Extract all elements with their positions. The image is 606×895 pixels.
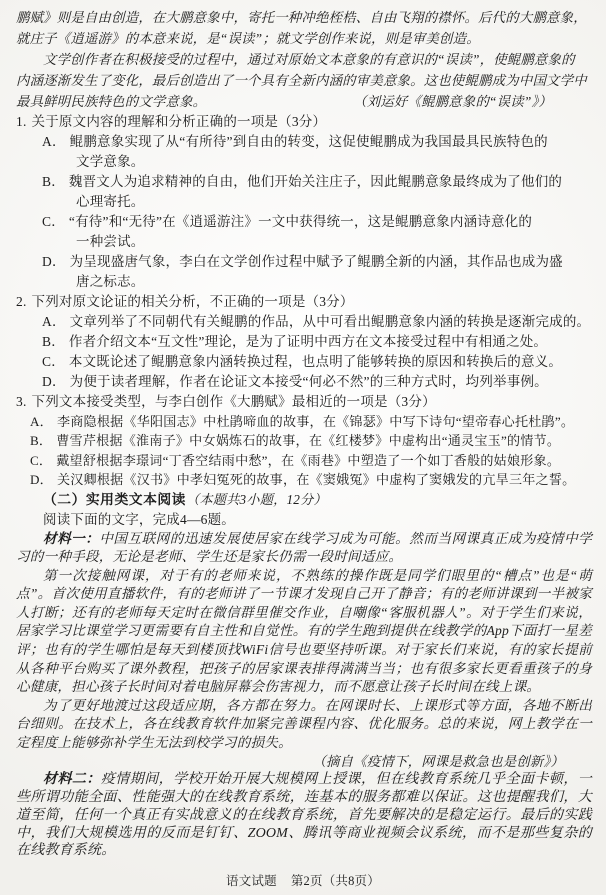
passage-last-line <box>16 91 592 112</box>
material-1-label: 材料一： <box>43 530 100 546</box>
material-1-citation: （摘自《疫情下，网课是救急也是创新》） <box>312 753 564 769</box>
option-C-cont: 一种尝试。 <box>76 234 145 249</box>
reading-instruction: 阅读下面的文字，完成4—6题。 <box>43 511 235 527</box>
option-D <box>16 252 592 272</box>
material-2-label: 材料二： <box>43 772 101 788</box>
option-label: C． <box>42 354 65 369</box>
option-A <box>16 412 592 432</box>
option-label: C． <box>30 452 53 468</box>
question-stem-text: 下列文本接受类型，与李白创作《大鹏赋》最相近的一项是（3分） <box>31 394 436 409</box>
material-2 <box>16 771 592 860</box>
question-stem <box>16 112 592 132</box>
passage-citation: （刘运好《鲲鹏意象的“误读”》） <box>353 94 552 109</box>
question-number: 1. <box>16 114 27 129</box>
option-C <box>16 352 592 372</box>
material-1 <box>16 530 592 772</box>
passage-line: 内涵逐渐发生了变化，最后创造出了一个具有全新内涵的审美意象。这也使鲲鹏成为中国文学中 <box>16 73 587 88</box>
passage-continuation <box>16 7 592 112</box>
option-text: 魏晋文人为追求精神的自由，他们开始关注庄子，因此鲲鹏意象最终成为了他们的 <box>68 174 563 189</box>
option-label: C． <box>42 214 65 229</box>
material-2-text: 疫情期间，学校开始开展大规模网上授课，但在线教育系统几乎全面卡顿，一些所谓功能全面、性能强大的在线教育系统，连基本的服务都难以保证。这也提醒我们，大道至简，任何一个真正有实战意义的在线教育系统，首先要解决的是稳定运行。最后的实践中，我们大规模选用的反而是钉钉、ZOOM、腾讯等商业视频会议系统，而不是那些复杂的在线教育系统。 <box>16 772 592 859</box>
option-text: 关汉卿根据《汉书》中孝妇冤死的故事，在《窦娥冤》中虚构了窦娥发的亢旱三年之誓。 <box>56 472 576 487</box>
passage-line: 就庄子《逍遥游》的本意来说，是“误读”；就文学创作来说，则是审美创造。 <box>16 31 480 46</box>
option-text: 为呈现盛唐气象，李白在文学创作过程中赋予了鲲鹏全新的内涵，其作品也成为盛 <box>69 254 563 269</box>
option-text: 李商隐根据《华阳国志》中杜鹃啼血的故事，在《锦瑟》中写下诗句“望帝春心托杜鹃”。 <box>56 413 575 429</box>
option-text: 为便于读者理解，作者在论证文本接受“何必不然”的三种方式时，均列举事例。 <box>69 374 548 389</box>
option-text: 曹雪芹根据《淮南子》中女娲炼石的故事，在《红楼梦》中虚构出“通灵宝玉”的情节。 <box>56 433 561 448</box>
option-label: D． <box>30 472 53 487</box>
option-label: D． <box>42 374 66 389</box>
option-label: A． <box>30 413 53 429</box>
passage-line: 鹏赋》则是自由创造，在大鹏意象中，寄托一种冲绝桎梏、自由飞翔的襟怀。后代的大鹏意象， <box>16 10 587 25</box>
option-label: B． <box>42 174 65 189</box>
option-text: “有待”和“无待”在《逍遥游注》一文中获得统一，这是鲲鹏意象内涵诗意化的 <box>68 214 533 229</box>
option-A <box>16 132 592 152</box>
option-C <box>16 212 592 232</box>
footer-doc-title: 语文试题 <box>226 874 277 888</box>
question-1 <box>16 112 592 292</box>
option-label: B． <box>30 433 53 448</box>
option-B <box>16 431 592 451</box>
question-2 <box>16 292 592 392</box>
question-number: 3. <box>16 394 27 409</box>
material-1-text: 中国互联网的迅速发展使居家在线学习成为可能。然而当网课真正成为疫情中学习的一种手段，无论是老师、学生还是家长仍需一段时间适应。 <box>16 530 592 565</box>
option-text: 戴望舒根据李璟词“丁香空结雨中愁”，在《雨巷》中塑造了一个如丁香般的姑娘形象。 <box>56 452 561 468</box>
question-stem-text: 关于原文内容的理解和分析正确的一项是（3分） <box>31 114 327 129</box>
section-2-heading <box>16 490 592 510</box>
option-D <box>16 470 592 490</box>
section-2-title: （二）实用类文本阅读 <box>43 491 186 507</box>
option-C <box>16 451 592 471</box>
passage-line: 文学创作者在积极接受的过程中，通过对原始文本意象的有意识的“误读”，使鲲鹏意象的 <box>43 52 575 67</box>
material-1-para-1 <box>16 530 592 567</box>
question-stem-text: 下列对原文论证的相关分析，不正确的一项是（3分） <box>31 294 354 309</box>
option-text: 文章列举了不同朝代有关鲲鹏的作品，从中可看出鲲鹏意象内涵的转换是逐渐完成的。 <box>69 314 591 329</box>
question-3 <box>16 392 592 490</box>
material-1-para-3: 为了更好地渡过这段适应期，各方都在努力。在网课时长、上课形式等方面，各地不断出台细则。在技术上，各在线教育软件加紧完善课程内容、优化服务。总的来说，网上教学在一定程度上能够弥补学生无法到校学习的损失。 <box>16 697 592 751</box>
option-label: D． <box>42 254 66 269</box>
page-footer <box>0 871 606 889</box>
material-2-para-1 <box>16 771 592 860</box>
option-text: 本文既论述了鲲鹏意象内涵转换过程，也点明了能够转换的原因和转换后的意义。 <box>68 354 563 369</box>
option-A <box>16 312 592 332</box>
option-A-cont: 文学意象。 <box>76 154 145 169</box>
option-label: A． <box>42 134 66 149</box>
option-label: A． <box>42 314 66 329</box>
section-2-note: （本题共3小题，12分） <box>185 491 327 507</box>
footer-page-number: 第2页（共8页） <box>290 874 380 888</box>
option-D-cont: 唐之标志。 <box>76 274 145 289</box>
option-D <box>16 372 592 392</box>
option-B <box>16 332 592 352</box>
option-text: 作者介绍文本“互文性”理论，是为了证明中西方在文本接受过程中有相通之处。 <box>68 334 548 349</box>
question-stem <box>16 392 592 412</box>
material-1-para-2: 第一次接触网课，对于有的老师来说，不熟练的操作既是同学们眼里的“槽点”也是“萌点”。首次使用直播软件，有的老师讲了一节课才发现自己开了静音；有的老师讲课到一半被家人打断；还有的老师每天定时在微信群里催交作业，自嘲像“客服机器人”。对于学生们来说，居家学习比课堂学习更需要有自主性和自觉性。有的学生跑到提供在线教学的App下面打一星差评；也有的学生哪怕是每天到楼顶找WiFi信号也要坚持听课。对于家长们来说，有的家长提前从各种平台购买了课外教程，把孩子的居家课表排得满满当当；也有很多家长更看重孩子的身心健康，担心孩子长时间对着电脑屏幕会伤害视力，而不愿意让孩子长时间在线上课。 <box>16 567 592 695</box>
option-text: 鲲鹏意象实现了从“有所待”到自由的转变，这促使鲲鹏成为我国最具民族特色的 <box>69 134 548 149</box>
option-B-cont: 心理寄托。 <box>76 194 145 209</box>
option-label: B． <box>42 334 65 349</box>
option-B <box>16 172 592 192</box>
passage-line: 最具鲜明民族特色的文学意象。 <box>16 94 207 109</box>
question-number: 2. <box>16 294 27 309</box>
question-stem <box>16 292 592 312</box>
